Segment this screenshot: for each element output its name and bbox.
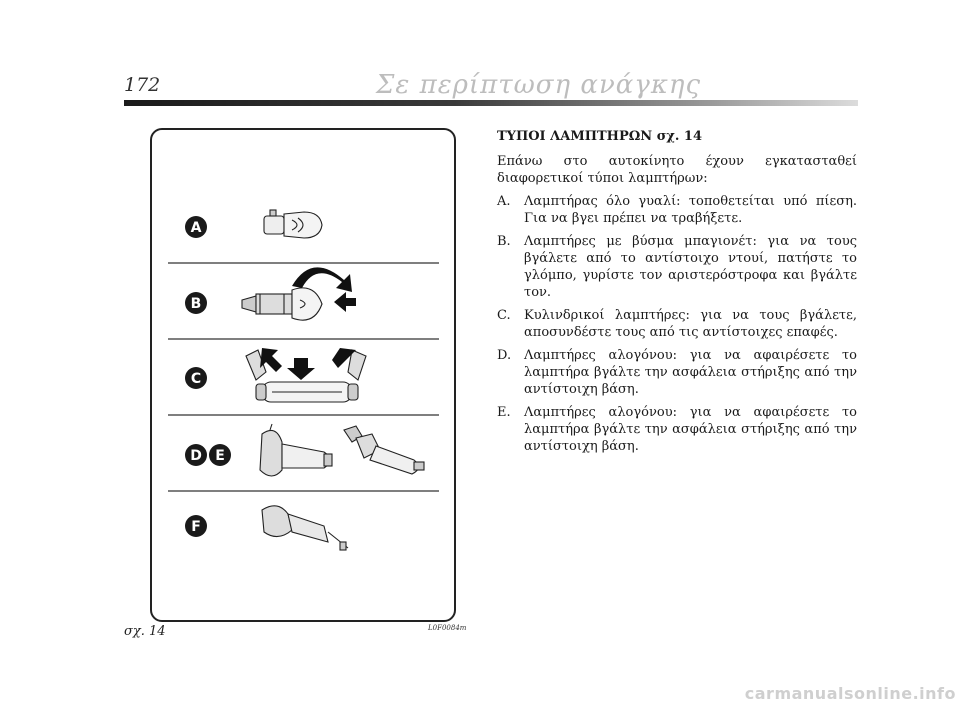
label-f-badge — [185, 515, 207, 537]
bayonet-bulb-icon — [242, 288, 322, 320]
list-item-label: E. — [497, 405, 511, 420]
page-number: 172 — [124, 74, 161, 96]
section-title: ΤΥΠΟΙ ΛΑΜΠΤΗΡΩΝ σχ. 14 — [497, 129, 702, 144]
bulb-types-illustration — [152, 130, 454, 620]
figure-box — [150, 128, 456, 622]
list-item — [497, 347, 857, 398]
text-column — [497, 128, 857, 461]
list-item-text: Κυλινδρικοί λαμπτήρες: για να τους βγάλετε, αποσυνδέστε τους από τις αντίστοιχες επαφές. — [524, 308, 857, 340]
watermark: carmanualsonline.info — [744, 684, 956, 703]
label-c-badge — [185, 367, 207, 389]
label-d-badge — [185, 444, 207, 466]
glass-wedge-bulb-icon — [264, 210, 322, 238]
label-b: B — [190, 296, 202, 312]
header-rule — [124, 100, 858, 106]
list-item-text: Λαμπτήρες αλογόνου: για να αφαιρέσετε το λαμπτήρα βγάλτε την ασφάλεια στήριξης από την αντίστοιχη βάση. — [524, 405, 857, 454]
list-item-text: Λαμπτήρας όλο γυαλί: τοποθετείται υπό πίεση. Για να βγει πρέπει να τραβήξετε. — [524, 194, 857, 226]
list-item — [497, 193, 857, 227]
list-item-text: Λαμπτήρες αλογόνου: για να αφαιρέσετε το λαμπτήρα βγάλτε την ασφάλεια στήριξης από την αντίστοιχη βάση. — [524, 348, 857, 397]
label-e: E — [215, 448, 225, 464]
gas-discharge-bulb-icon — [262, 506, 348, 550]
label-a: A — [190, 220, 202, 236]
list-item-label: A. — [497, 194, 511, 209]
list-item-label: C. — [497, 308, 511, 323]
halogen-h1-bulb-icon — [344, 426, 424, 474]
halogen-h4-bulb-icon — [260, 424, 332, 476]
page-header-title: Σε περίπτωση ανάγκης — [376, 70, 702, 100]
label-b-badge — [185, 292, 207, 314]
figure-caption: σχ. 14 — [124, 624, 166, 639]
list-item — [497, 233, 857, 301]
list-item — [497, 404, 857, 455]
label-a-badge — [185, 216, 207, 238]
figure-code: L0F0084m — [428, 624, 467, 632]
arrow-down-icon — [287, 358, 315, 380]
list-item — [497, 307, 857, 341]
label-c: C — [190, 371, 202, 387]
list-item-text: Λαμπτήρες με βύσμα μπαγιονέτ: για να τους βγάλετε από το αντίστοιχο ντουί, πατήστε το γλόμπο, γυρίστε τον αριστερόστροφα και βγάλτε τον. — [524, 234, 857, 300]
intro-paragraph: Επάνω στο αυτοκίνητο έχουν εγκατασταθεί διαφορετικοί τύποι λαμπτήρων: — [497, 154, 857, 186]
list-item-label: B. — [497, 234, 511, 249]
list-item-label: D. — [497, 348, 512, 363]
label-d: D — [190, 448, 202, 464]
label-f: F — [191, 519, 201, 535]
push-arrow-icon — [334, 292, 356, 312]
label-e-badge — [209, 444, 231, 466]
